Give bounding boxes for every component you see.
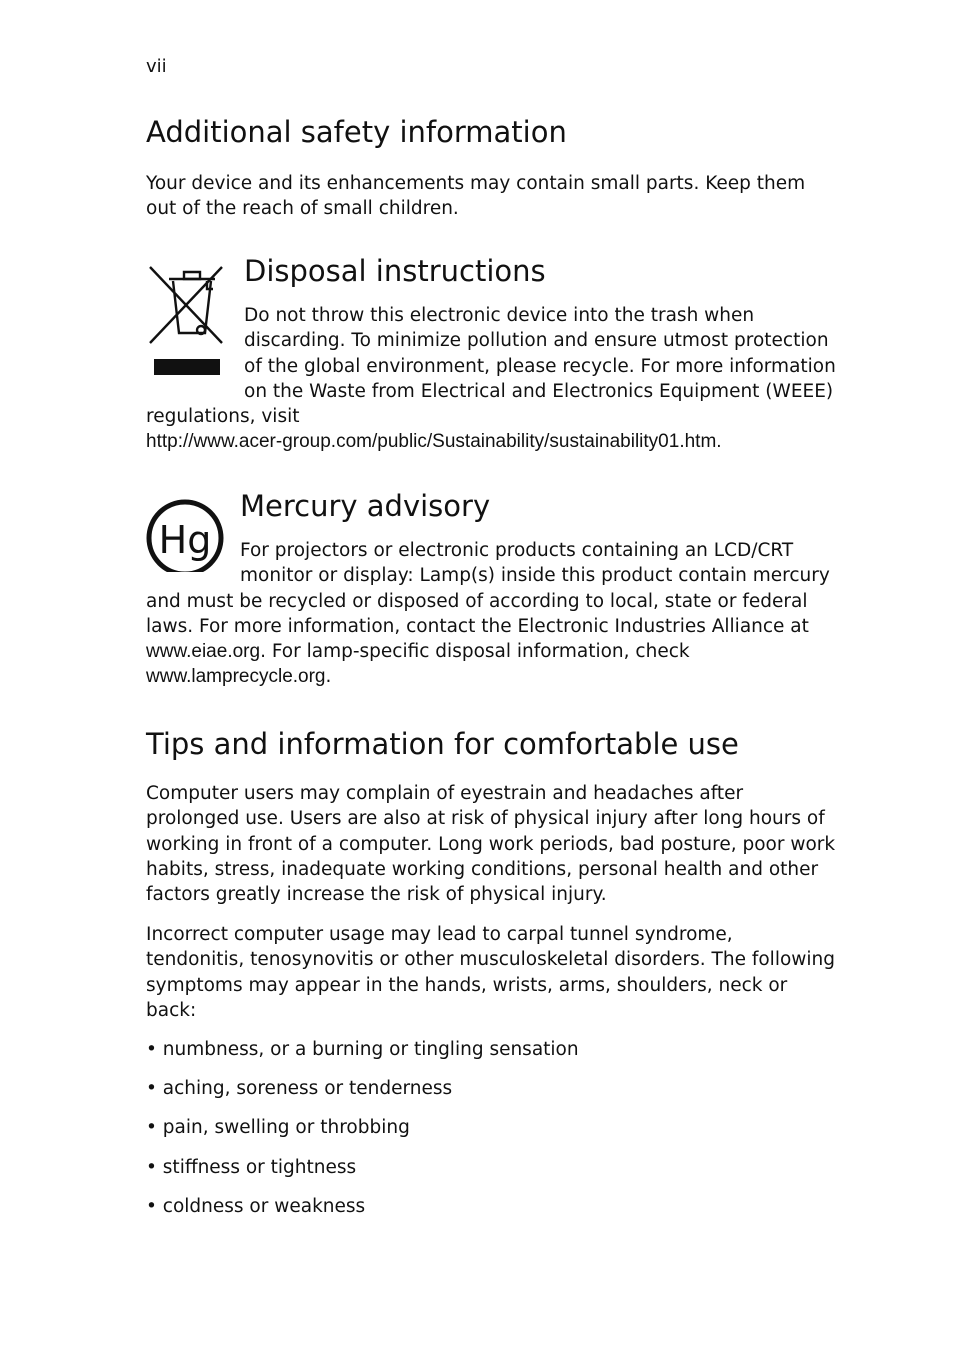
weee-crossed-bin-icon: [146, 259, 228, 395]
mercury-heading: Mercury advisory: [240, 489, 491, 523]
list-item: • pain, swelling or throbbing: [146, 1115, 836, 1140]
list-item: • coldness or weakness: [146, 1194, 836, 1219]
list-item: • numbness, or a burning or tingling sensation: [146, 1037, 836, 1062]
additional-safety-body: Your device and its enhancements may contain small parts. Keep them out of the reach of small children.: [146, 173, 806, 220]
mercury-body-text-2: . For lamp-specific disposal information, check: [260, 641, 690, 663]
eiae-link[interactable]: www.eiae.org: [146, 641, 261, 663]
mercury-body-text-1: For projectors or electronic products containing an LCD/CRT monitor or display: Lamp(s) inside this product contain mercury and must be recycled or disposed of according to local, state or federal laws. For more information, contact the Electronic Industries Alliance at: [146, 540, 830, 637]
symptoms-list: [146, 1037, 836, 1233]
hg-icon-text: Hg: [158, 518, 212, 562]
comfort-heading: Tips and information for comfortable use: [146, 727, 739, 761]
mercury-section: [146, 489, 836, 690]
list-item: • stiffness or tightness: [146, 1155, 836, 1180]
list-item: • aching, soreness or tenderness: [146, 1076, 836, 1101]
disposal-body: Do not throw this electronic device into the trash when discarding. To minimize pollution and ensure utmost protection of the global environment, please recycle. For more information on the Waste from Electrical and Electronics Equipment (WEEE) regulations, visit: [146, 305, 836, 428]
hg-mercury-icon: [146, 492, 226, 580]
weee-link[interactable]: http://www.acer-group.com/public/Sustainability/sustainability01.htm.: [146, 431, 722, 453]
additional-safety-heading: Additional safety information: [146, 115, 567, 149]
mercury-body-text-3: .: [325, 666, 332, 688]
disposal-heading: Disposal instructions: [244, 254, 546, 288]
comfort-para-1: Computer users may complain of eyestrain and headaches after prolonged use. Users are also at risk of physical injury after long hours of working in front of a computer. Long work periods, bad posture, poor work habits, stress, inadequate working conditions, personal health and other factors greatly increase the risk of physical injury.: [146, 783, 836, 906]
mercury-body: [146, 538, 836, 690]
disposal-section: [146, 254, 836, 455]
page-number: vii: [146, 56, 167, 77]
lamprecycle-link[interactable]: www.lamprecycle.org: [146, 666, 326, 688]
comfort-para-2: Incorrect computer usage may lead to carpal tunnel syndrome, tendonitis, tenosynovitis or other musculoskeletal disorders. The following symptoms may appear in the hands, wrists, arms, shoulders, neck or back:: [146, 924, 836, 1021]
